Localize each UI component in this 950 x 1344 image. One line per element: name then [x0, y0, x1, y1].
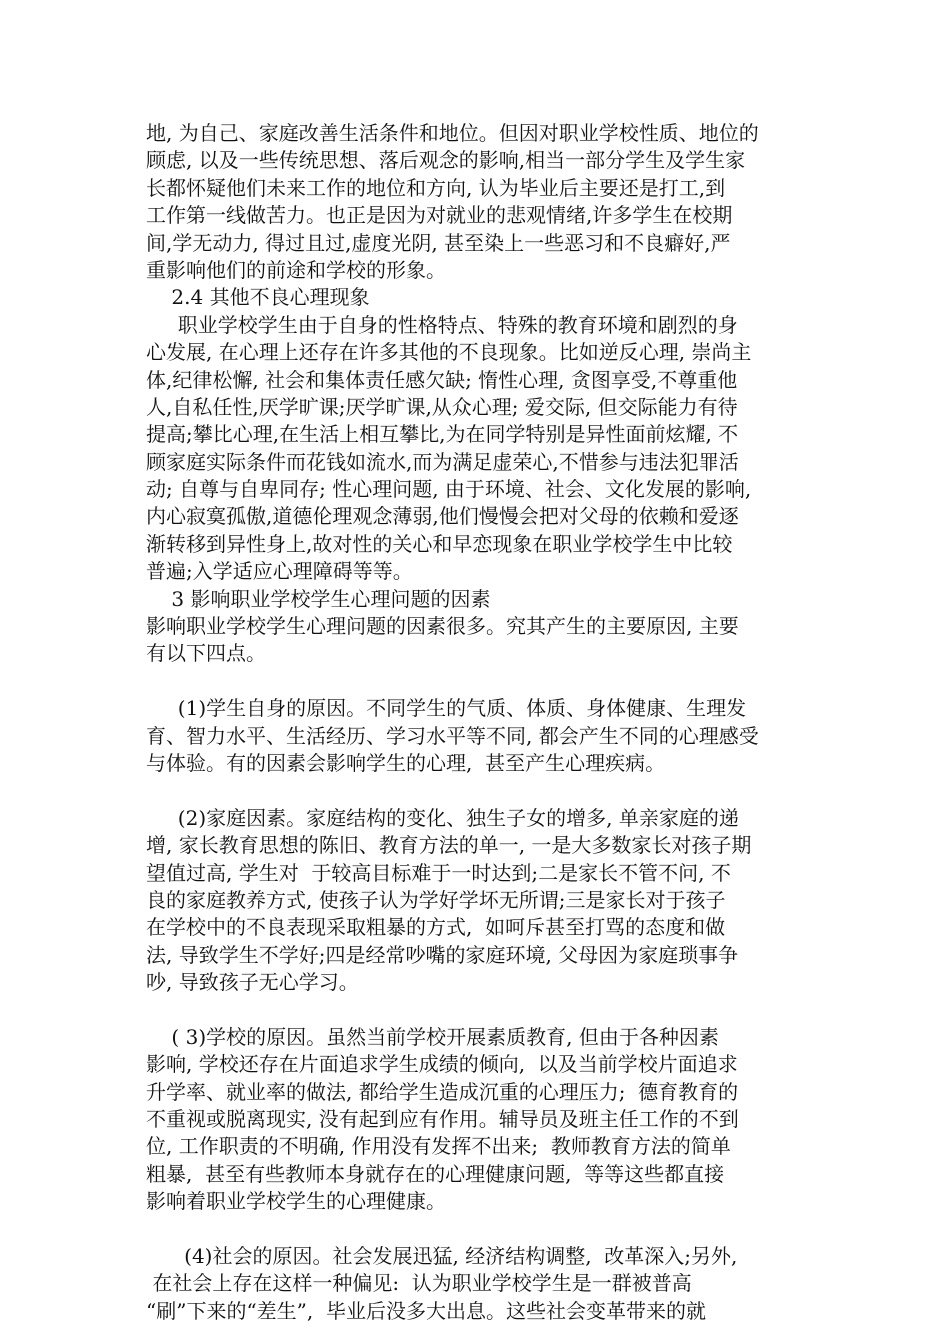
paragraph-gap	[146, 777, 816, 804]
text-line: 与体验。有的因素会影响学生的心理, 甚至产生心理疾病。	[146, 750, 666, 775]
text-line: 升学率、就业率的做法, 都给学生造成沉重的心理压力; 德育教育的	[146, 1079, 739, 1104]
text-line: 粗暴, 甚至有些教师本身就存在的心理健康问题, 等等这些都直接	[146, 1161, 725, 1186]
text-line: 工作第一线做苦力。也正是因为对就业的悲观情绪,许多学生在校期	[146, 203, 733, 228]
text-line: 提高;攀比心理,在生活上相互攀比,为在同学特别是异性面前炫耀, 不	[146, 422, 739, 447]
section-heading: 2.4 其他不良心理现象	[146, 285, 370, 310]
paragraph-block-2	[146, 695, 816, 777]
text-line: 顾虑, 以及一些传统思想、落后观念的影响,相当一部分学生及学生家	[146, 148, 746, 173]
text-line: 长都怀疑他们未来工作的地位和方向, 认为毕业后主要还是打工,到	[146, 175, 726, 200]
text-line: 在学校中的不良表现采取粗暴的方式, 如呵斥甚至打骂的态度和做	[146, 915, 726, 940]
text-line: 增, 家长教育思想的陈旧、教育方法的单一, 一是大多数家长对孩子期	[146, 833, 752, 858]
paragraph-block-4	[146, 1024, 816, 1216]
text-line: 育、智力水平、生活经历、学习水平等不同, 都会产生不同的心理感受	[146, 723, 759, 748]
text-line: 普遍;入学适应心理障碍等等。	[146, 559, 413, 584]
text-line: “刷”下来的“差生”, 毕业后没多大出息。这些社会变革带来的就	[146, 1298, 706, 1323]
text-line: 重影响他们的前途和学校的形象。	[146, 257, 446, 282]
text-line: 有以下四点。	[146, 641, 266, 666]
text-line: 内心寂寞孤傲,道德伦理观念薄弱,他们慢慢会把对父母的依赖和爱逐	[146, 504, 739, 529]
paragraph-block-1	[146, 120, 816, 668]
text-line: 影响着职业学校学生的心理健康。	[146, 1189, 446, 1214]
text-line: (4)社会的原因。社会发展迅猛, 经济结构调整, 改革深入;另外,	[146, 1244, 738, 1269]
text-line: 体,纪律松懈, 社会和集体责任感欠缺; 惰性心理, 贪图享受,不尊重他	[146, 367, 738, 392]
paragraph-gap	[146, 668, 816, 695]
text-line: 动; 自尊与自卑同存; 性心理问题, 由于环境、社会、文化发展的影响,	[146, 477, 752, 502]
text-line: 影响职业学校学生心理问题的因素很多。究其产生的主要原因, 主要	[146, 614, 739, 639]
text-line: 间,学无动力, 得过且过,虚度光阴, 甚至染上一些恶习和不良癖好,严	[146, 230, 731, 255]
section-heading: 3 影响职业学校学生心理问题的因素	[146, 586, 491, 611]
text-line: (2)家庭因素。家庭结构的变化、独生子女的增多, 单亲家庭的递	[146, 805, 739, 830]
text-line: 职业学校学生由于自身的性格特点、特殊的教育环境和剧烈的身	[146, 312, 738, 337]
text-line: 法, 导致学生不学好;四是经常吵嘴的家庭环境, 父母因为家庭琐事争	[146, 942, 739, 967]
text-line: (1)学生自身的原因。不同学生的气质、体质、身体健康、生理发	[146, 696, 747, 721]
text-line: 顾家庭实际条件而花钱如流水,而为满足虚荣心,不惜参与违法犯罪活	[146, 449, 739, 474]
paragraph-gap	[146, 997, 816, 1024]
paragraph-gap	[146, 1216, 816, 1243]
text-line: 良的家庭教养方式, 使孩子认为学好学坏无所谓;三是家长对于孩子	[146, 887, 726, 912]
document-page	[146, 120, 816, 1325]
paragraph-block-3	[146, 805, 816, 997]
text-line: 心发展, 在心理上还存在许多其他的不良现象。比如逆反心理, 崇尚主	[146, 340, 752, 365]
text-line: 位, 工作职责的不明确, 作用没有发挥不出来; 教师教育方法的简单	[146, 1134, 731, 1159]
text-line: 地, 为自己、家庭改善生活条件和地位。但因对职业学校性质、地位的	[146, 121, 759, 145]
text-line: 在社会上存在这样一种偏见: 认为职业学校学生是一群被普高	[146, 1271, 692, 1296]
paragraph-block-5	[146, 1243, 816, 1325]
text-line: 望值过高, 学生对 于较高目标难于一时达到;二是家长不管不问, 不	[146, 860, 731, 885]
text-line: 影响, 学校还存在片面追求学生成绩的倾向, 以及当前学校片面追求	[146, 1052, 738, 1077]
text-line: ( 3)学校的原因。虽然当前学校开展素质教育, 但由于各种因素	[146, 1024, 719, 1049]
text-line: 不重视或脱离现实, 没有起到应有作用。辅导员及班主任工作的不到	[146, 1107, 739, 1132]
text-line: 人,自私任性,厌学旷课;厌学旷课,从众心理; 爱交际, 但交际能力有待	[146, 394, 738, 419]
text-line: 渐转移到异性身上,故对性的关心和早恋现象在职业学校学生中比较	[146, 531, 733, 556]
text-line: 吵, 导致孩子无心学习。	[146, 970, 359, 995]
